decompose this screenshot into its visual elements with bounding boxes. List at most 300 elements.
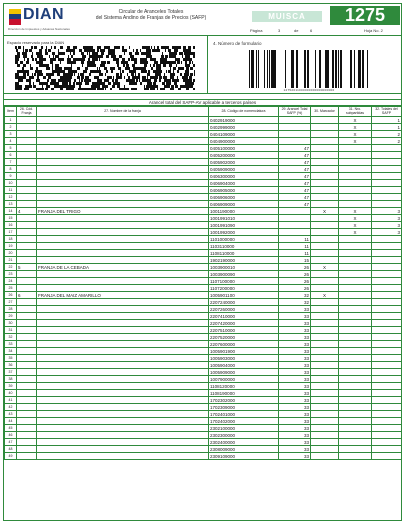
cell-marker [311, 243, 339, 250]
cell-marker [311, 432, 339, 439]
cell-tariff: 33 [279, 397, 311, 404]
cell-name [37, 376, 209, 383]
cell-item: 36 [5, 362, 17, 369]
col-inter-header: 31. Nro. subpartidas [339, 107, 372, 117]
cell-nom: 1001991010 [209, 215, 279, 222]
barcode-section [4, 36, 401, 94]
cell-inter [339, 313, 372, 320]
cell-nom: 2207240000 [209, 299, 279, 306]
cell-tariff [279, 117, 311, 124]
cell-name [37, 348, 209, 355]
table-row [5, 446, 402, 453]
cell-item: 12 [5, 194, 17, 201]
cell-code [17, 215, 37, 222]
cell-inter [339, 250, 372, 257]
cell-name [37, 117, 209, 124]
cell-item: 40 [5, 390, 17, 397]
cell-total [372, 306, 402, 313]
cell-item: 21 [5, 257, 17, 264]
muisca-logo: MUISCA [252, 11, 322, 22]
cell-nom: 0406904000 [209, 180, 279, 187]
table-row [5, 250, 402, 257]
table-row [5, 362, 402, 369]
table-row [5, 369, 402, 376]
cell-total [372, 173, 402, 180]
cell-total [372, 166, 402, 173]
cell-total [372, 453, 402, 460]
cell-tariff: 47 [279, 187, 311, 194]
cell-marker [311, 138, 339, 145]
cell-inter: X [339, 215, 372, 222]
cell-inter [339, 439, 372, 446]
cell-code [17, 194, 37, 201]
cell-tariff: 47 [279, 180, 311, 187]
cell-tariff [279, 229, 311, 236]
cell-name [37, 166, 209, 173]
cell-tariff: 32 [279, 299, 311, 306]
cell-nom: 1005909000 [209, 369, 279, 376]
table-row [5, 390, 402, 397]
cell-item: 22 [5, 264, 17, 271]
cell-tariff: 47 [279, 152, 311, 159]
cell-total [372, 264, 402, 271]
cell-tariff: 47 [279, 145, 311, 152]
form-number-badge: 1275 [330, 6, 400, 25]
cell-inter [339, 278, 372, 285]
cell-item: 7 [5, 159, 17, 166]
cell-name: FRANJA DE LA CEBADA [37, 264, 209, 271]
dian-emblem-icon [8, 8, 22, 26]
cell-total [372, 271, 402, 278]
cell-tariff: 33 [279, 418, 311, 425]
dian-logo [6, 6, 82, 34]
cell-tariff: 11 [279, 236, 311, 243]
cell-code [17, 250, 37, 257]
cell-tariff: 33 [279, 411, 311, 418]
table-header-row [5, 107, 402, 117]
cell-inter [339, 418, 372, 425]
cell-marker: X [311, 292, 339, 299]
cell-nom: 2207600000 [209, 341, 279, 348]
cell-total: 1 [372, 124, 402, 131]
cell-nom: 0405100000 [209, 145, 279, 152]
cell-tariff: 11 [279, 250, 311, 257]
cell-item: 31 [5, 327, 17, 334]
cell-nom: 2302300000 [209, 432, 279, 439]
form-header [4, 4, 401, 36]
col-total-header: 32. Totales del SAFP [372, 107, 402, 117]
cell-total [372, 159, 402, 166]
cell-nom: 2302100000 [209, 425, 279, 432]
cell-tariff: 33 [279, 355, 311, 362]
cell-total: 3 [372, 222, 402, 229]
cell-item: 35 [5, 355, 17, 362]
cell-marker [311, 411, 339, 418]
cell-marker [311, 418, 339, 425]
cell-code [17, 138, 37, 145]
cell-inter [339, 271, 372, 278]
table-row [5, 131, 402, 138]
pdf417-barcode-icon [15, 46, 195, 90]
cell-item: 47 [5, 439, 17, 446]
cell-item: 14 [5, 208, 17, 215]
table-row [5, 215, 402, 222]
cell-tariff [279, 124, 311, 131]
cell-item: 38 [5, 376, 17, 383]
cell-code [17, 243, 37, 250]
cell-item: 17 [5, 229, 17, 236]
cell-total: 3 [372, 215, 402, 222]
cell-marker [311, 425, 339, 432]
cell-item: 48 [5, 446, 17, 453]
cell-item: 4 [5, 138, 17, 145]
cell-code [17, 369, 37, 376]
cell-inter [339, 180, 372, 187]
table-row [5, 376, 402, 383]
cell-nom: 0405200000 [209, 152, 279, 159]
cell-inter: X [339, 131, 372, 138]
cell-name [37, 145, 209, 152]
cell-tariff: 47 [279, 166, 311, 173]
cell-item: 8 [5, 166, 17, 173]
cell-inter [339, 187, 372, 194]
cell-inter [339, 411, 372, 418]
cell-tariff: 47 [279, 159, 311, 166]
cell-inter [339, 292, 372, 299]
cell-name [37, 334, 209, 341]
table-row [5, 201, 402, 208]
cell-inter: X [339, 222, 372, 229]
cell-inter [339, 285, 372, 292]
cell-tariff [279, 131, 311, 138]
cell-item: 27 [5, 299, 17, 306]
table-row [5, 432, 402, 439]
reserved-dian-area [4, 36, 208, 94]
cell-nom: 1108120000 [209, 383, 279, 390]
col-name-header: 27. Nombre de la franja [37, 107, 209, 117]
cell-inter [339, 453, 372, 460]
cell-inter [339, 355, 372, 362]
cell-marker [311, 173, 339, 180]
cell-inter [339, 145, 372, 152]
cell-inter [339, 201, 372, 208]
cell-code [17, 348, 37, 355]
cell-item: 9 [5, 173, 17, 180]
cell-tariff [279, 138, 311, 145]
cell-nom: 2302400000 [209, 439, 279, 446]
cell-marker [311, 397, 339, 404]
table-row [5, 173, 402, 180]
cell-name [37, 152, 209, 159]
cell-code [17, 418, 37, 425]
cell-total [372, 334, 402, 341]
cell-nom: 1702302000 [209, 397, 279, 404]
cell-name [37, 229, 209, 236]
cell-marker [311, 131, 339, 138]
cell-marker [311, 166, 339, 173]
cell-inter [339, 341, 372, 348]
cell-nom: 1007900000 [209, 376, 279, 383]
cell-code [17, 397, 37, 404]
cell-inter [339, 425, 372, 432]
cell-name [37, 432, 209, 439]
table-row [5, 404, 402, 411]
logo-name: DIAN [23, 6, 65, 23]
cell-name [37, 278, 209, 285]
cell-nom: 1005904000 [209, 362, 279, 369]
cell-marker [311, 152, 339, 159]
table-row [5, 138, 402, 145]
cell-nom: 1702309000 [209, 404, 279, 411]
cell-inter [339, 194, 372, 201]
linear-barcode-icon [249, 50, 369, 90]
cell-total [372, 439, 402, 446]
cell-nom: 2207260000 [209, 306, 279, 313]
cell-nom: 1902190000 [209, 257, 279, 264]
cell-tariff: 33 [279, 425, 311, 432]
cell-name [37, 453, 209, 460]
table-row [5, 292, 402, 299]
cell-item: 33 [5, 341, 17, 348]
table-row [5, 278, 402, 285]
cell-name [37, 404, 209, 411]
table-row [5, 236, 402, 243]
cell-total [372, 278, 402, 285]
cell-item: 16 [5, 222, 17, 229]
cell-marker [311, 453, 339, 460]
cell-inter [339, 299, 372, 306]
cell-name [37, 341, 209, 348]
cell-nom: 0404900000 [209, 138, 279, 145]
table-row [5, 180, 402, 187]
cell-marker [311, 334, 339, 341]
cell-marker [311, 327, 339, 334]
cell-inter [339, 432, 372, 439]
cell-total [372, 243, 402, 250]
cell-name [37, 299, 209, 306]
cell-item: 37 [5, 369, 17, 376]
cell-marker [311, 299, 339, 306]
table-row [5, 264, 402, 271]
cell-name [37, 397, 209, 404]
cell-nom: 1702402000 [209, 418, 279, 425]
cell-name [37, 369, 209, 376]
page-current: 3 [278, 28, 281, 33]
cell-total [372, 383, 402, 390]
cell-code [17, 271, 37, 278]
cell-inter [339, 152, 372, 159]
cell-name [37, 236, 209, 243]
cell-tariff: 47 [279, 194, 311, 201]
cell-nom: 1107100000 [209, 278, 279, 285]
cell-item: 23 [5, 271, 17, 278]
cell-total [372, 180, 402, 187]
cell-marker [311, 271, 339, 278]
cell-tariff: 33 [279, 341, 311, 348]
cell-nom: 0406909000 [209, 201, 279, 208]
cell-tariff: 33 [279, 369, 311, 376]
cell-tariff: 33 [279, 320, 311, 327]
cell-total [372, 257, 402, 264]
cell-code [17, 152, 37, 159]
cell-name [37, 124, 209, 131]
page-of-label: de [294, 28, 299, 33]
cell-inter [339, 166, 372, 173]
cell-marker [311, 369, 339, 376]
cell-marker [311, 236, 339, 243]
section-title: Arancel total del SAFP-AV aplicable a terceros países [4, 99, 401, 106]
col-nomenclature-header: 28. Código de nomenclatura [209, 107, 279, 117]
cell-marker [311, 180, 339, 187]
cell-nom: 0405902000 [209, 159, 279, 166]
table-row [5, 411, 402, 418]
cell-marker [311, 404, 339, 411]
cell-tariff [279, 208, 311, 215]
cell-total [372, 327, 402, 334]
cell-total [372, 285, 402, 292]
cell-item: 5 [5, 145, 17, 152]
cell-name [37, 383, 209, 390]
table-row [5, 257, 402, 264]
cell-nom: 2309109000 [209, 453, 279, 460]
cell-marker [311, 285, 339, 292]
cell-name [37, 271, 209, 278]
cell-code [17, 131, 37, 138]
cell-nom: 2308009000 [209, 446, 279, 453]
cell-total [372, 236, 402, 243]
reserved-label: Espacio reservado para la DIAN [7, 40, 65, 45]
cell-code [17, 306, 37, 313]
table-row [5, 348, 402, 355]
table-row [5, 397, 402, 404]
cell-code [17, 425, 37, 432]
cell-total [372, 432, 402, 439]
cell-nom: 0406906000 [209, 194, 279, 201]
form-number-label: 4. Número de formulario [213, 41, 262, 46]
cell-item: 1 [5, 117, 17, 124]
cell-total [372, 355, 402, 362]
cell-code: 6 [17, 292, 37, 299]
cell-total [372, 376, 402, 383]
table-row [5, 229, 402, 236]
table-row [5, 320, 402, 327]
cell-tariff: 26 [279, 285, 311, 292]
cell-code [17, 432, 37, 439]
cell-marker [311, 124, 339, 131]
col-code-header: 26. Cód. Franja [17, 107, 37, 117]
form-title [86, 9, 216, 21]
table-row [5, 334, 402, 341]
cell-inter [339, 173, 372, 180]
cell-code [17, 446, 37, 453]
cell-code [17, 285, 37, 292]
cell-code [17, 222, 37, 229]
cell-nom: 2207520000 [209, 334, 279, 341]
cell-name [37, 418, 209, 425]
table-row [5, 208, 402, 215]
cell-inter [339, 348, 372, 355]
cell-total [372, 362, 402, 369]
cell-inter: X [339, 124, 372, 131]
cell-total [372, 425, 402, 432]
cell-tariff: 33 [279, 432, 311, 439]
cell-item: 24 [5, 278, 17, 285]
cell-name [37, 362, 209, 369]
cell-total [372, 292, 402, 299]
cell-inter [339, 327, 372, 334]
cell-item: 10 [5, 180, 17, 187]
table-row [5, 271, 402, 278]
cell-item: 26 [5, 292, 17, 299]
cell-marker [311, 257, 339, 264]
cell-marker [311, 222, 339, 229]
table-row [5, 355, 402, 362]
cell-inter [339, 236, 372, 243]
cell-marker [311, 306, 339, 313]
cell-marker [311, 229, 339, 236]
cell-tariff: 32 [279, 292, 311, 299]
cell-inter [339, 264, 372, 271]
cell-name [37, 194, 209, 201]
cell-item: 2 [5, 124, 17, 131]
form-title-line1: Circular de Aranceles Totales [118, 9, 184, 15]
cell-total [372, 411, 402, 418]
cell-nom: 0406300000 [209, 173, 279, 180]
cell-name [37, 306, 209, 313]
cell-tariff: 15 [279, 257, 311, 264]
cell-marker [311, 313, 339, 320]
cell-item: 41 [5, 397, 17, 404]
cell-marker [311, 383, 339, 390]
cell-marker [311, 390, 339, 397]
cell-name [37, 320, 209, 327]
cell-name: FRANJA DEL TRIGO [37, 208, 209, 215]
cell-marker [311, 376, 339, 383]
table-row [5, 439, 402, 446]
tariff-table [4, 106, 402, 460]
cell-nom: 1005901900 [209, 348, 279, 355]
cell-code [17, 383, 37, 390]
cell-tariff: 33 [279, 327, 311, 334]
table-row [5, 159, 402, 166]
cell-code [17, 166, 37, 173]
cell-item: 19 [5, 243, 17, 250]
cell-total [372, 348, 402, 355]
cell-code [17, 145, 37, 152]
cell-marker [311, 201, 339, 208]
cell-tariff: 26 [279, 278, 311, 285]
cell-inter [339, 320, 372, 327]
cell-nom: 1001991090 [209, 222, 279, 229]
table-row [5, 341, 402, 348]
cell-name [37, 355, 209, 362]
cell-marker [311, 278, 339, 285]
cell-total [372, 320, 402, 327]
cell-code [17, 362, 37, 369]
cell-marker [311, 446, 339, 453]
cell-code [17, 187, 37, 194]
cell-tariff: 33 [279, 446, 311, 453]
cell-code [17, 257, 37, 264]
cell-name [37, 327, 209, 334]
cell-marker: X [311, 208, 339, 215]
cell-nom: 1003900010 [209, 264, 279, 271]
cell-item: 46 [5, 432, 17, 439]
cell-marker [311, 355, 339, 362]
cell-inter [339, 243, 372, 250]
logo-subtitle: Dirección de Impuestos y Aduanas Nacionales [8, 27, 70, 31]
cell-inter [339, 383, 372, 390]
